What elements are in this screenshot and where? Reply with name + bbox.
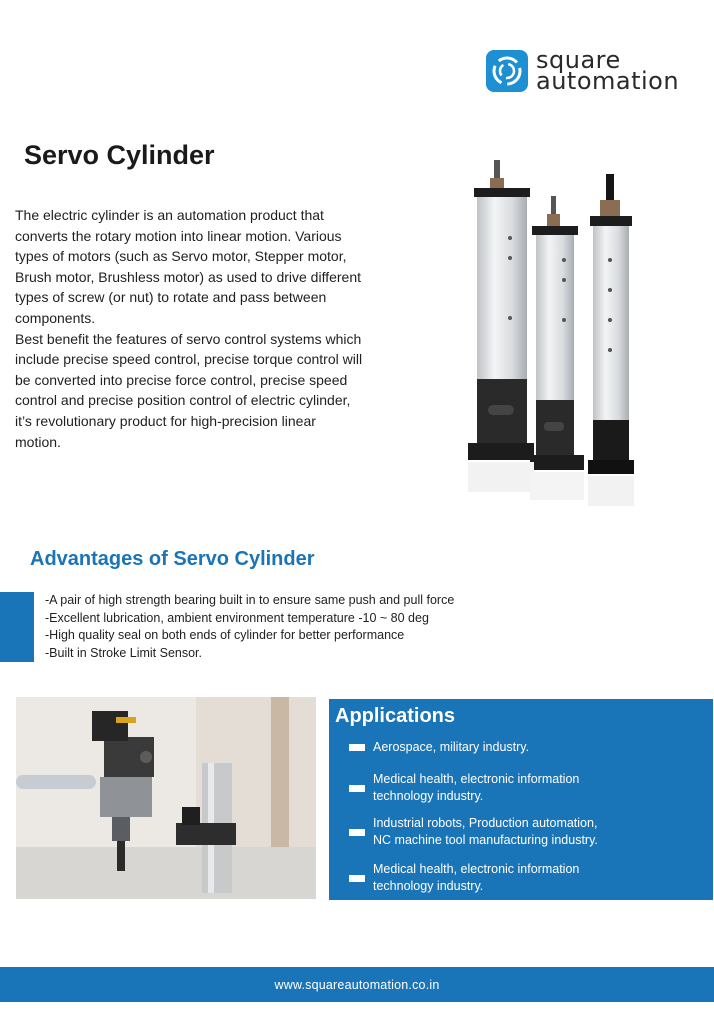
servo-cylinder-product-image (460, 160, 650, 520)
cylinder-2 (530, 196, 584, 470)
cylinder-1 (468, 160, 534, 460)
applications-panel (329, 699, 713, 900)
advantage-item: -High quality seal on both ends of cylinder for better performance (45, 628, 405, 642)
application-item-label: Industrial robots, Production automation, NC machine tool manufacturing industry. (373, 816, 598, 847)
advantage-item: -Excellent lubrication, ambient environment temperature -10 ~ 80 deg (45, 610, 429, 625)
bullet-icon (349, 785, 365, 792)
logo-swirl-icon (486, 50, 528, 92)
application-item (349, 861, 614, 895)
advantage-item: -A pair of high strength bearing built in to ensure same push and pull force (45, 593, 455, 607)
intro-text (15, 205, 365, 452)
bullet-icon (349, 744, 365, 751)
logo-line-1: square (536, 46, 621, 74)
application-item-label: Aerospace, military industry. (373, 740, 530, 754)
footer-website-link[interactable]: www.squareautomation.co.in (274, 977, 440, 992)
application-item (349, 739, 569, 756)
advantages-list (45, 592, 454, 662)
intro-paragraph-2: Best benefit the features of servo control systems which include precise speed control, precise torque control will be converted into precise force control, precise speed control and precise position control of electric cylinder, it’s revolutionary product for high-precision linear motion. (15, 330, 363, 450)
robot-arm-photo (16, 697, 316, 899)
cylinder-3 (588, 174, 634, 474)
advantages-accent-bar (0, 592, 34, 662)
advantage-item: -Built in Stroke Limit Sensor. (45, 645, 203, 660)
application-item (349, 815, 611, 849)
bullet-icon (349, 875, 365, 882)
advantages-title: Advantages of Servo Cylinder (30, 548, 315, 570)
logo-line-2: automation (536, 67, 680, 95)
application-item-label: Medical health, electronic information technology industry. (373, 862, 580, 893)
page-title: Servo Cylinder (24, 140, 215, 170)
applications-title: Applications (335, 705, 456, 727)
bullet-icon (349, 829, 365, 836)
application-item-label: Medical health, electronic information technology industry. (373, 772, 580, 803)
application-item (349, 771, 614, 805)
footer-bar (0, 967, 714, 1002)
intro-paragraph-1: The electric cylinder is an automation product that converts the rotary motion into linear motion. Various types of motors (such as Servo motor, Stepper motor, Brush motor, Brushless motor) as used to drive different types of screw (or nut) to rotate and pass between components. (15, 207, 362, 326)
logo-wordmark (536, 46, 680, 95)
brand-logo (486, 46, 680, 95)
